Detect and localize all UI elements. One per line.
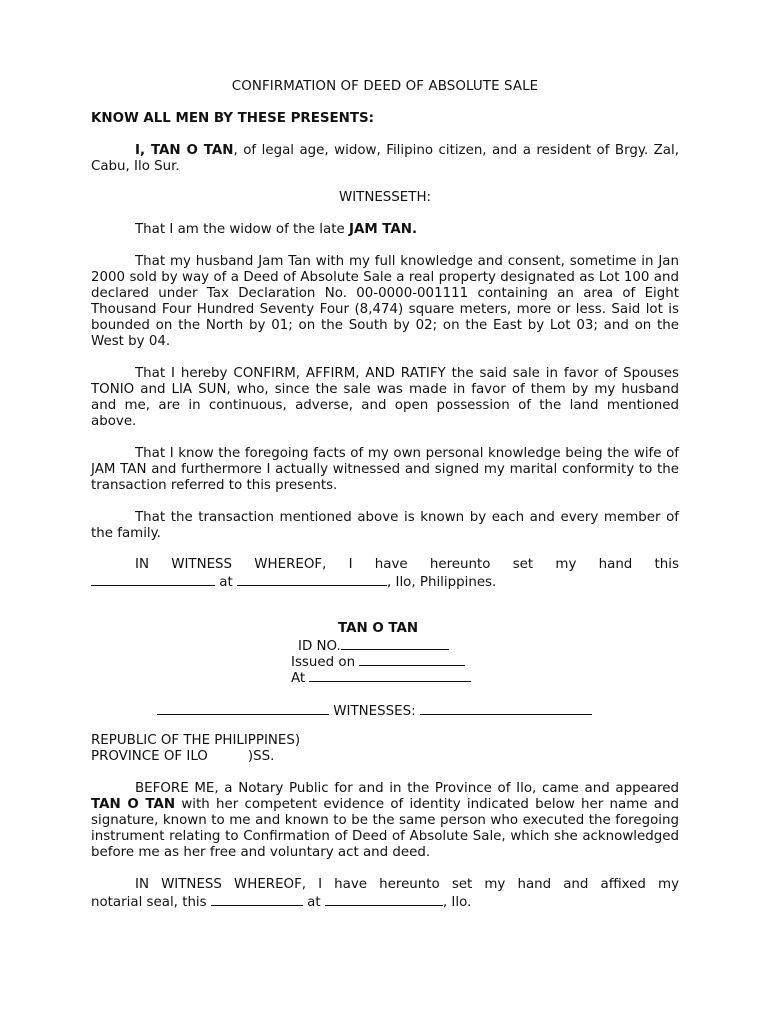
notary-text-a: BEFORE ME, a Notary Public for and in the Province of Ilo, came and appeared: [135, 781, 679, 796]
witness-line-2: [91, 573, 679, 591]
witness-line-1: IN WITNESS WHEREOF, I have hereunto set my hand this: [135, 557, 679, 572]
witnesseth-heading: WITNESSETH:: [338, 190, 432, 205]
widow-text: That I am the widow of the late: [135, 222, 349, 237]
notary-affiant-name: TAN O TAN: [91, 797, 176, 812]
issued-label: Issued on: [291, 655, 356, 670]
intro-text: , of legal age, widow, Filipino citizen, and a resident of Brgy. Zal, Cabu, Ilo Sur.: [91, 143, 679, 174]
issued-at-line: [291, 669, 471, 687]
husband-name: JAM TAN.: [348, 222, 418, 237]
venue-republic: REPUBLIC OF THE PHILIPPINES): [91, 733, 301, 748]
witness-2-blank[interactable]: [420, 702, 592, 715]
paragraph-widow: [91, 222, 679, 238]
witness-1-blank[interactable]: [157, 702, 329, 715]
intro-paragraph: [91, 143, 679, 175]
closing-date-blank[interactable]: [211, 893, 303, 906]
venue-ss: )SS.: [247, 749, 275, 764]
venue-province: [91, 749, 679, 765]
affiant-name: I, TAN O TAN: [135, 143, 234, 158]
date-blank[interactable]: [91, 573, 215, 586]
place-blank[interactable]: [237, 573, 387, 586]
document-title: CONFIRMATION OF DEED OF ABSOLUTE SALE: [231, 79, 539, 94]
witnesses-label: WITNESSES:: [333, 704, 416, 719]
paragraph-knowledge: That I know the foregoing facts of my own personal knowledge being the wife of JAM TAN and furthermore I actually witnessed and signed my marital conformity to the transaction referred to this presents.: [91, 446, 679, 493]
notary-text-b: with her competent evidence of identity indicated below her name and signature, known to me and known to be the same person who executed the foregoing instrument relating to Confirmation of Deed of Absolute Sale, which she acknowledged before me as her free and voluntary act and deed.: [91, 797, 679, 860]
issued-at-blank[interactable]: [309, 669, 471, 682]
paragraph-family: That the transaction mentioned above is known by each and every member of the family.: [91, 510, 679, 541]
id-number-blank[interactable]: [341, 637, 449, 650]
heading-text: KNOW ALL MEN BY THESE PRESENTS:: [91, 111, 375, 126]
closing-at: at: [307, 895, 321, 910]
witnesses-line: [157, 702, 592, 720]
opening-heading: [91, 111, 679, 127]
at-label: at: [219, 575, 233, 590]
paragraph-sale: That my husband Jam Tan with my full knowledge and consent, sometime in Jan 2000 sold by way of a Deed of Absolute Sale a real property designated as Lot 100 and declared under Tax Declaration No. 00-0000-001111 containing an area of Eight Thousand Four Hundred Seventy Four (8,474) square meters, more or less. Said lot is bounded on the North by 01; on the South by 02; on the East by Lot 03; and on the West by 04.: [91, 254, 679, 349]
paragraph-confirm: That I hereby CONFIRM, AFFIRM, AND RATIFY the said sale in favor of Spouses TONIO and LIA SUN, who, since the sale was made in favor of them by my husband and me, are in continuous, adverse, and open possession of the land mentioned above.: [91, 366, 679, 429]
venue-block: [91, 733, 679, 765]
closing-end: , Ilo.: [442, 895, 472, 910]
closing-block: [91, 877, 679, 911]
id-label: ID NO.: [298, 639, 341, 654]
at-label: At: [291, 671, 306, 686]
notary-paragraph: [91, 781, 679, 861]
venue-province-name: PROVINCE OF ILO: [91, 749, 208, 764]
paragraph-witness-whereof: [91, 557, 679, 591]
signatory-name: TAN O TAN: [338, 621, 419, 636]
closing-place-blank[interactable]: [325, 893, 443, 906]
closing-line-2: [91, 893, 679, 911]
place-text: , Ilo, Philippines.: [387, 575, 497, 590]
closing-seal-text: notarial seal, this: [91, 895, 207, 910]
issued-on-blank[interactable]: [359, 653, 465, 666]
closing-line-1: IN WITNESS WHEREOF, I have hereunto set my hand and affixed my: [135, 877, 679, 892]
